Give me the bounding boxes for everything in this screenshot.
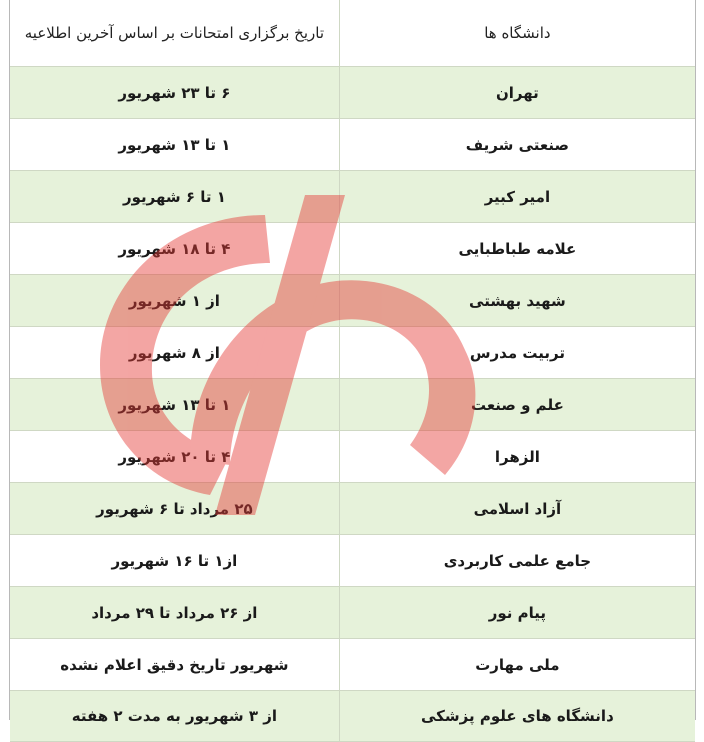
table-row — [10, 483, 695, 535]
table-row — [10, 327, 695, 379]
university-cell: تربیت مدرس — [339, 327, 695, 379]
university-cell: پیام نور — [339, 587, 695, 639]
date-cell: ۱ تا ۱۳ شهریور — [10, 119, 339, 171]
date-cell: از ۳ شهریور به مدت ۲ هفته — [10, 691, 339, 742]
header-university: دانشگاه ها — [339, 0, 695, 67]
table-row — [10, 171, 695, 223]
table-row — [10, 275, 695, 327]
date-cell: از ۱ شهریور — [10, 275, 339, 327]
university-cell: ملی مهارت — [339, 639, 695, 691]
date-cell: ۴ تا ۲۰ شهریور — [10, 431, 339, 483]
exam-schedule-table — [10, 0, 695, 742]
date-cell: شهریور تاریخ دقیق اعلام نشده — [10, 639, 339, 691]
university-cell: آزاد اسلامی — [339, 483, 695, 535]
table-row — [10, 639, 695, 691]
table-row — [10, 431, 695, 483]
table-row — [10, 379, 695, 431]
date-cell: از۱ تا ۱۶ شهریور — [10, 535, 339, 587]
date-cell: از ۲۶ مرداد تا ۲۹ مرداد — [10, 587, 339, 639]
table-row — [10, 119, 695, 171]
university-cell: امیر کبیر — [339, 171, 695, 223]
date-cell: ۶ تا ۲۳ شهریور — [10, 67, 339, 119]
table-row — [10, 67, 695, 119]
date-cell: ۴ تا ۱۸ شهریور — [10, 223, 339, 275]
university-cell: دانشگاه های علوم پزشکی — [339, 691, 695, 742]
table-row — [10, 587, 695, 639]
table-row — [10, 535, 695, 587]
university-cell: الزهرا — [339, 431, 695, 483]
date-cell: ۲۵ مرداد تا ۶ شهریور — [10, 483, 339, 535]
table-header-row — [10, 0, 695, 67]
university-cell: جامع علمی کاربردی — [339, 535, 695, 587]
university-cell: صنعتی شریف — [339, 119, 695, 171]
date-cell: از ۸ شهریور — [10, 327, 339, 379]
table-row — [10, 223, 695, 275]
table-row — [10, 691, 695, 742]
header-date: تاریخ برگزاری امتحانات بر اساس آخرین اطلاعیه — [10, 0, 339, 67]
university-cell: علم و صنعت — [339, 379, 695, 431]
university-cell: تهران — [339, 67, 695, 119]
university-cell: علامه طباطبایی — [339, 223, 695, 275]
university-cell: شهید بهشتی — [339, 275, 695, 327]
date-cell: ۱ تا ۶ شهریور — [10, 171, 339, 223]
date-cell: ۱ تا ۱۳ شهریور — [10, 379, 339, 431]
